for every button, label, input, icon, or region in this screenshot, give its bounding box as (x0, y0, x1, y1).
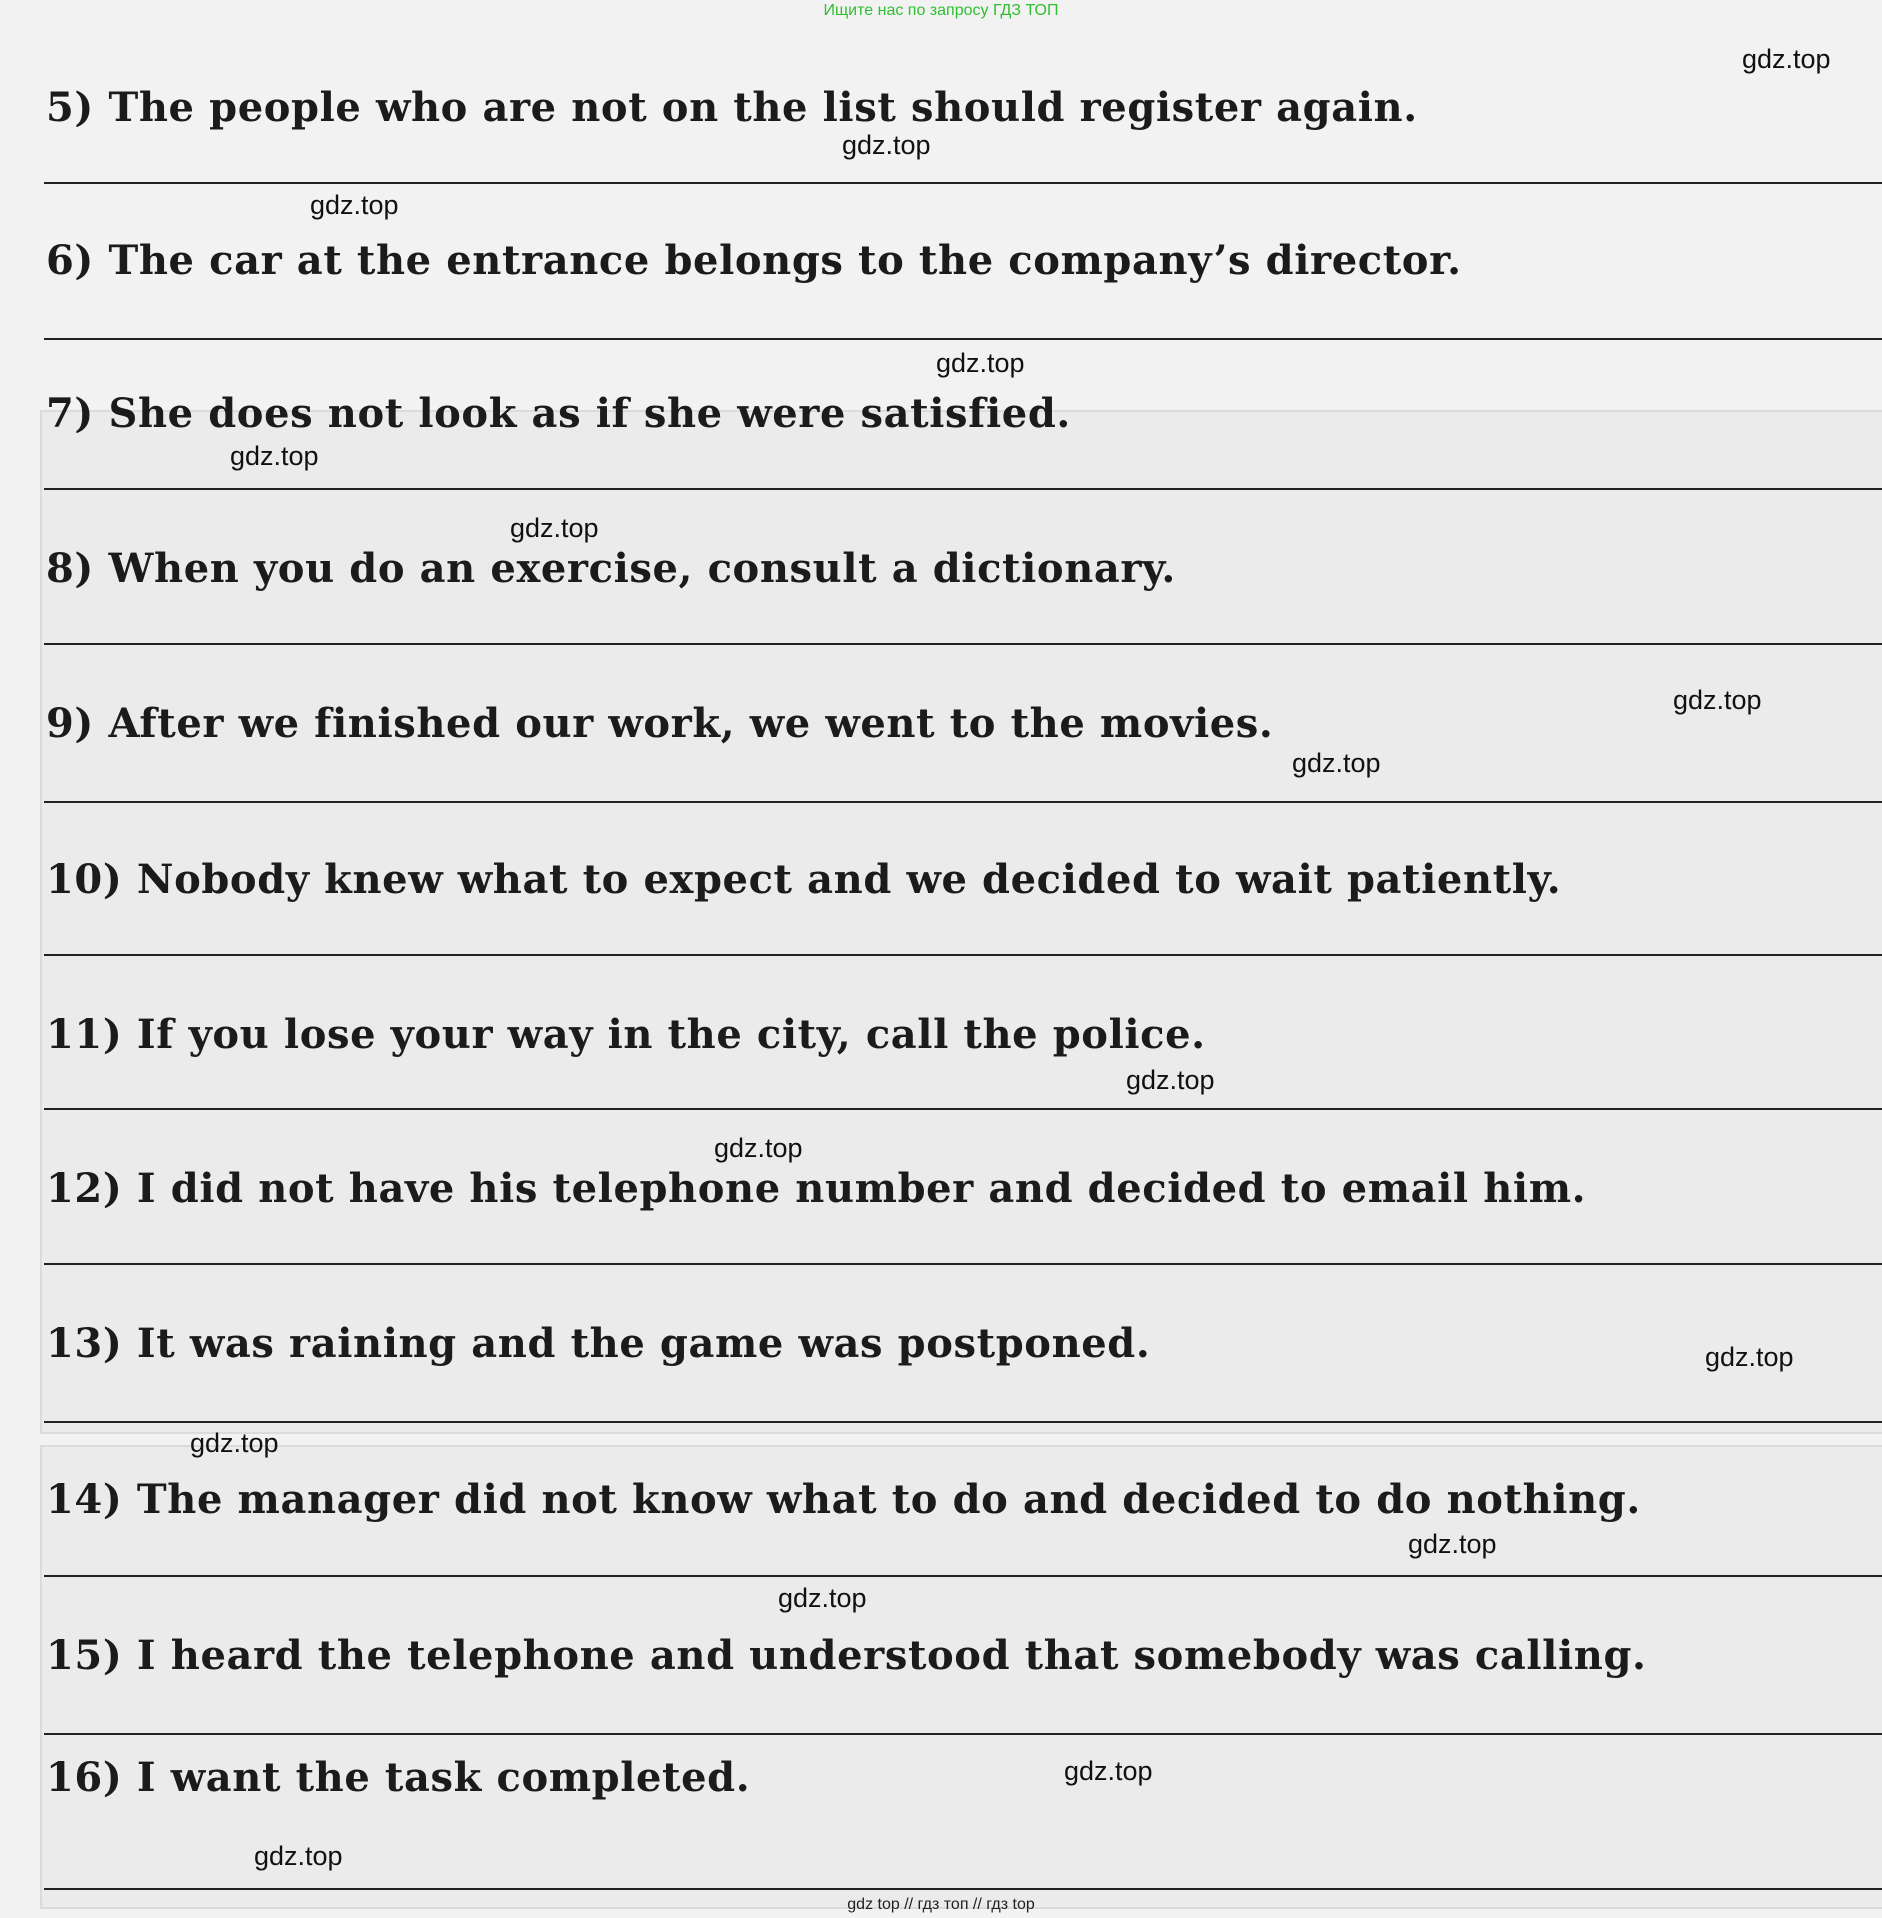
exercise-sentence: The manager did not know what to do and decided to do nothing. (136, 1476, 1641, 1523)
exercise-number: 15) (46, 1632, 123, 1679)
exercise-number: 13) (46, 1320, 123, 1367)
exercise-number: 7) (46, 390, 94, 437)
watermark: gdz.top (842, 130, 931, 160)
exercise-8 (46, 545, 1882, 593)
top-banner[interactable]: Ищите нас по запросу ГДЗ ТОП (823, 2, 1059, 19)
exercise-11 (46, 1011, 1882, 1059)
exercise-number: 9) (46, 700, 94, 747)
answer-line-7[interactable] (44, 488, 1882, 490)
watermark: gdz.top (714, 1133, 803, 1163)
exercise-sentence: When you do an exercise, consult a dictionary. (108, 545, 1176, 592)
answer-line-5[interactable] (44, 182, 1882, 184)
exercise-14 (46, 1476, 1882, 1524)
answer-line-14[interactable] (44, 1575, 1882, 1577)
exercise-sentence: The car at the entrance belongs to the company’s director. (108, 237, 1462, 284)
watermark: gdz.top (230, 441, 319, 471)
exercise-sentence: She does not look as if she were satisfied. (108, 390, 1071, 437)
watermark: gdz.top (1673, 685, 1762, 715)
exercise-sentence: I want the task completed. (136, 1754, 751, 1801)
exercise-number: 10) (46, 856, 123, 903)
answer-line-11[interactable] (44, 1108, 1882, 1110)
exercise-13 (46, 1320, 1882, 1368)
exercise-10 (46, 856, 1882, 904)
exercise-sentence: I heard the telephone and understood that somebody was calling. (136, 1632, 1647, 1679)
exercise-15 (46, 1632, 1882, 1680)
bottom-banner[interactable]: gdz top // гдз топ // гдз top (847, 1896, 1035, 1913)
answer-line-16[interactable] (44, 1888, 1882, 1890)
exercise-number: 8) (46, 545, 94, 592)
exercise-number: 11) (46, 1011, 123, 1058)
exercise-7 (46, 390, 1882, 438)
watermark: gdz.top (1126, 1065, 1215, 1095)
watermark: gdz.top (778, 1583, 867, 1613)
answer-line-9[interactable] (44, 801, 1882, 803)
exercise-sentence: After we finished our work, we went to the movies. (108, 700, 1274, 747)
exercise-number: 12) (46, 1165, 123, 1212)
answer-line-8[interactable] (44, 643, 1882, 645)
answer-line-6[interactable] (44, 338, 1882, 340)
watermark: gdz.top (254, 1841, 343, 1871)
exercise-6 (46, 237, 1882, 285)
exercise-sentence: It was raining and the game was postponed. (136, 1320, 1151, 1367)
watermark: gdz.top (310, 190, 399, 220)
exercise-number: 16) (46, 1754, 123, 1801)
watermark: gdz.top (1705, 1342, 1794, 1372)
exercise-5 (46, 84, 1882, 132)
watermark: gdz.top (1292, 748, 1381, 778)
watermark: gdz.top (936, 348, 1025, 378)
exercise-sentence: If you lose your way in the city, call the police. (136, 1011, 1206, 1058)
exercise-16 (46, 1754, 1882, 1802)
exercise-sentence: Nobody knew what to expect and we decided to wait patiently. (136, 856, 1562, 903)
answer-line-13[interactable] (44, 1421, 1882, 1423)
watermark: gdz.top (510, 513, 599, 543)
answer-line-15[interactable] (44, 1733, 1882, 1735)
exercise-number: 6) (46, 237, 94, 284)
watermark: gdz.top (1742, 44, 1831, 74)
exercise-number: 5) (46, 84, 94, 131)
watermark: gdz.top (1064, 1756, 1153, 1786)
exercise-sentence: The people who are not on the list should register again. (108, 84, 1418, 131)
exercise-12 (46, 1165, 1882, 1213)
watermark: gdz.top (190, 1428, 279, 1458)
watermark: gdz.top (1408, 1529, 1497, 1559)
answer-line-12[interactable] (44, 1263, 1882, 1265)
exercise-sentence: I did not have his telephone number and decided to email him. (136, 1165, 1587, 1212)
exercise-number: 14) (46, 1476, 123, 1523)
answer-line-10[interactable] (44, 954, 1882, 956)
exercise-9 (46, 700, 1882, 748)
